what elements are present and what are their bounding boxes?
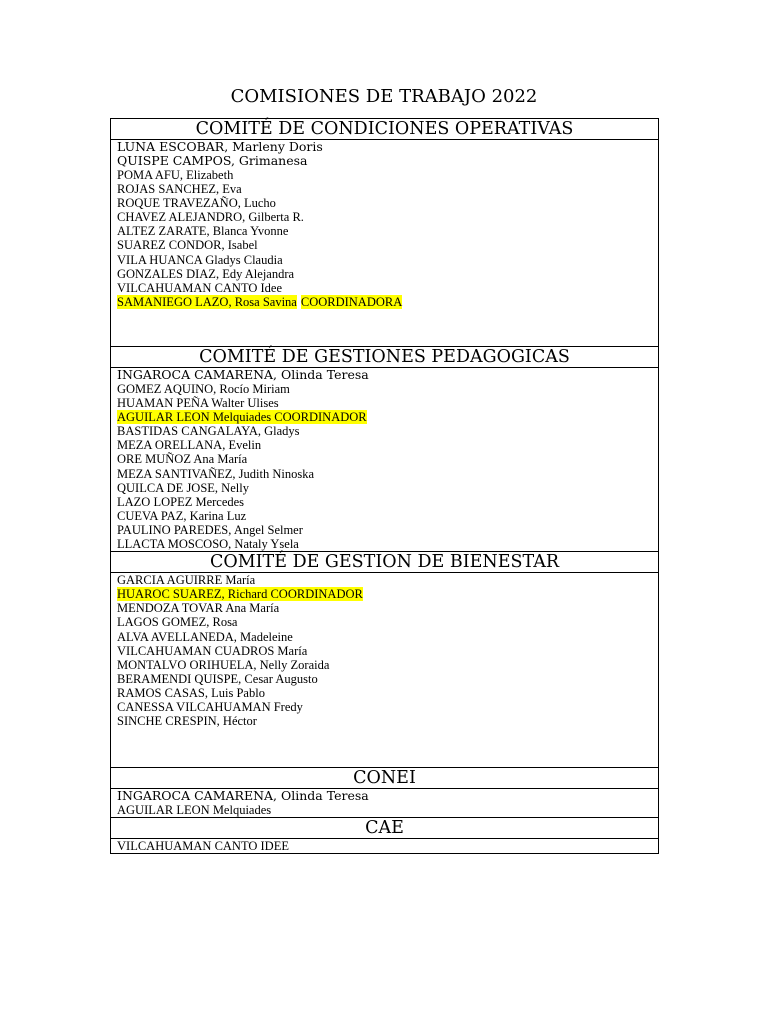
section-heading-row xyxy=(111,552,659,573)
member-name: AGUILAR LEON Melquiades xyxy=(117,803,272,818)
members-cae xyxy=(111,839,659,854)
member-name: CHAVEZ ALEJANDRO, Gilberta R. xyxy=(117,210,304,225)
member-name: MENDOZA TOVAR Ana María xyxy=(117,601,280,616)
member-name: MEZA SANTIVAÑEZ, Judith Ninoska xyxy=(117,466,314,481)
member-name: CANESSA VILCAHUAMAN Fredy xyxy=(117,699,303,714)
member-name: INGAROCA CAMARENA, Olinda Teresa xyxy=(117,368,369,382)
member-name: HUAMAN PEÑA Walter Ulises xyxy=(117,396,279,411)
section-heading-conei: CONEI xyxy=(111,768,659,789)
member-name: CUEVA PAZ, Karina Luz xyxy=(117,508,247,523)
section-members-row xyxy=(111,839,659,854)
member-name: GARCIA AGUIRRE María xyxy=(117,573,256,588)
member-name: POMA AFU, Elizabeth xyxy=(117,168,234,182)
member-name: GOMEZ AQUINO, Rocío Miriam xyxy=(117,382,290,396)
member-name: QUILCA DE JOSE, Nelly xyxy=(117,480,249,495)
members-condiciones-operativas xyxy=(111,140,659,347)
member-name: VILCAHUAMAN CANTO IDEE xyxy=(117,839,289,854)
members-gestion-bienestar xyxy=(111,573,659,768)
members-gestiones-pedagogicas xyxy=(111,368,659,552)
member-name: VILA HUANCA Gladys Claudia xyxy=(117,252,283,267)
member-name: MONTALVO ORIHUELA, Nelly Zoraida xyxy=(117,657,330,672)
member-name: ALTEZ ZARATE, Blanca Yvonne xyxy=(117,224,289,239)
member-name: SUAREZ CONDOR, Isabel xyxy=(117,238,258,253)
section-heading-row xyxy=(111,119,659,140)
member-name: LUNA ESCOBAR, Marleny Doris xyxy=(117,140,323,154)
member-name: LLACTA MOSCOSO, Nataly Ysela xyxy=(117,537,299,552)
member-name: SINCHE CRESPIN, Héctor xyxy=(117,714,257,729)
members-conei xyxy=(111,789,659,818)
section-members-row xyxy=(111,368,659,552)
member-name: LAGOS GOMEZ, Rosa xyxy=(117,615,238,630)
section-heading-row xyxy=(111,818,659,839)
section-members-row xyxy=(111,140,659,347)
member-name: RAMOS CASAS, Luis Pablo xyxy=(117,685,265,700)
section-heading-cae: CAE xyxy=(111,818,659,839)
coordinator-name: SAMANIEGO LAZO, Rosa Savina xyxy=(117,294,297,309)
member-name: VILCAHUAMAN CANTO Idee xyxy=(117,280,283,295)
member-name: VILCAHUAMAN CUADROS María xyxy=(117,643,308,658)
commissions-table xyxy=(110,118,659,854)
section-members-row xyxy=(111,573,659,768)
coordinator-role: COORDINADORA xyxy=(300,294,403,309)
member-name: GONZALES DIAZ, Edy Alejandra xyxy=(117,266,295,281)
member-name: MEZA ORELLANA, Evelin xyxy=(117,438,262,453)
member-name: PAULINO PAREDES, Angel Selmer xyxy=(117,522,303,537)
member-name: ROQUE TRAVEZAÑO, Lucho xyxy=(117,196,276,211)
member-name: BERAMENDI QUISPE, Cesar Augusto xyxy=(117,671,318,686)
member-name: QUISPE CAMPOS, Grimanesa xyxy=(117,154,308,168)
section-heading-row xyxy=(111,347,659,368)
section-members-row xyxy=(111,789,659,818)
member-name: ORE MUÑOZ Ana María xyxy=(117,452,248,467)
member-name: ALVA AVELLANEDA, Madeleine xyxy=(117,629,293,644)
member-name: INGAROCA CAMARENA, Olinda Teresa xyxy=(117,789,369,804)
member-name-coordinator: AGUILAR LEON Melquiades COORDINADOR xyxy=(117,410,367,425)
member-name: LAZO LOPEZ Mercedes xyxy=(117,494,245,509)
section-heading-row xyxy=(111,768,659,789)
section-heading-gestion-bienestar: COMITÉ DE GESTION DE BIENESTAR xyxy=(111,552,659,573)
section-heading-condiciones-operativas: COMITÉ DE CONDICIONES OPERATIVAS xyxy=(111,119,659,140)
document-title: COMISIONES DE TRABAJO 2022 xyxy=(230,86,538,107)
member-name-coordinator: HUAROC SUAREZ, Richard COORDINADOR xyxy=(117,587,363,602)
coordinator-line xyxy=(117,295,658,309)
member-name: BASTIDAS CANGALAYA, Gladys xyxy=(117,424,300,439)
member-name: ROJAS SANCHEZ, Eva xyxy=(117,182,242,197)
section-heading-gestiones-pedagogicas: COMITÉ DE GESTIONES PEDAGOGICAS xyxy=(111,347,659,368)
